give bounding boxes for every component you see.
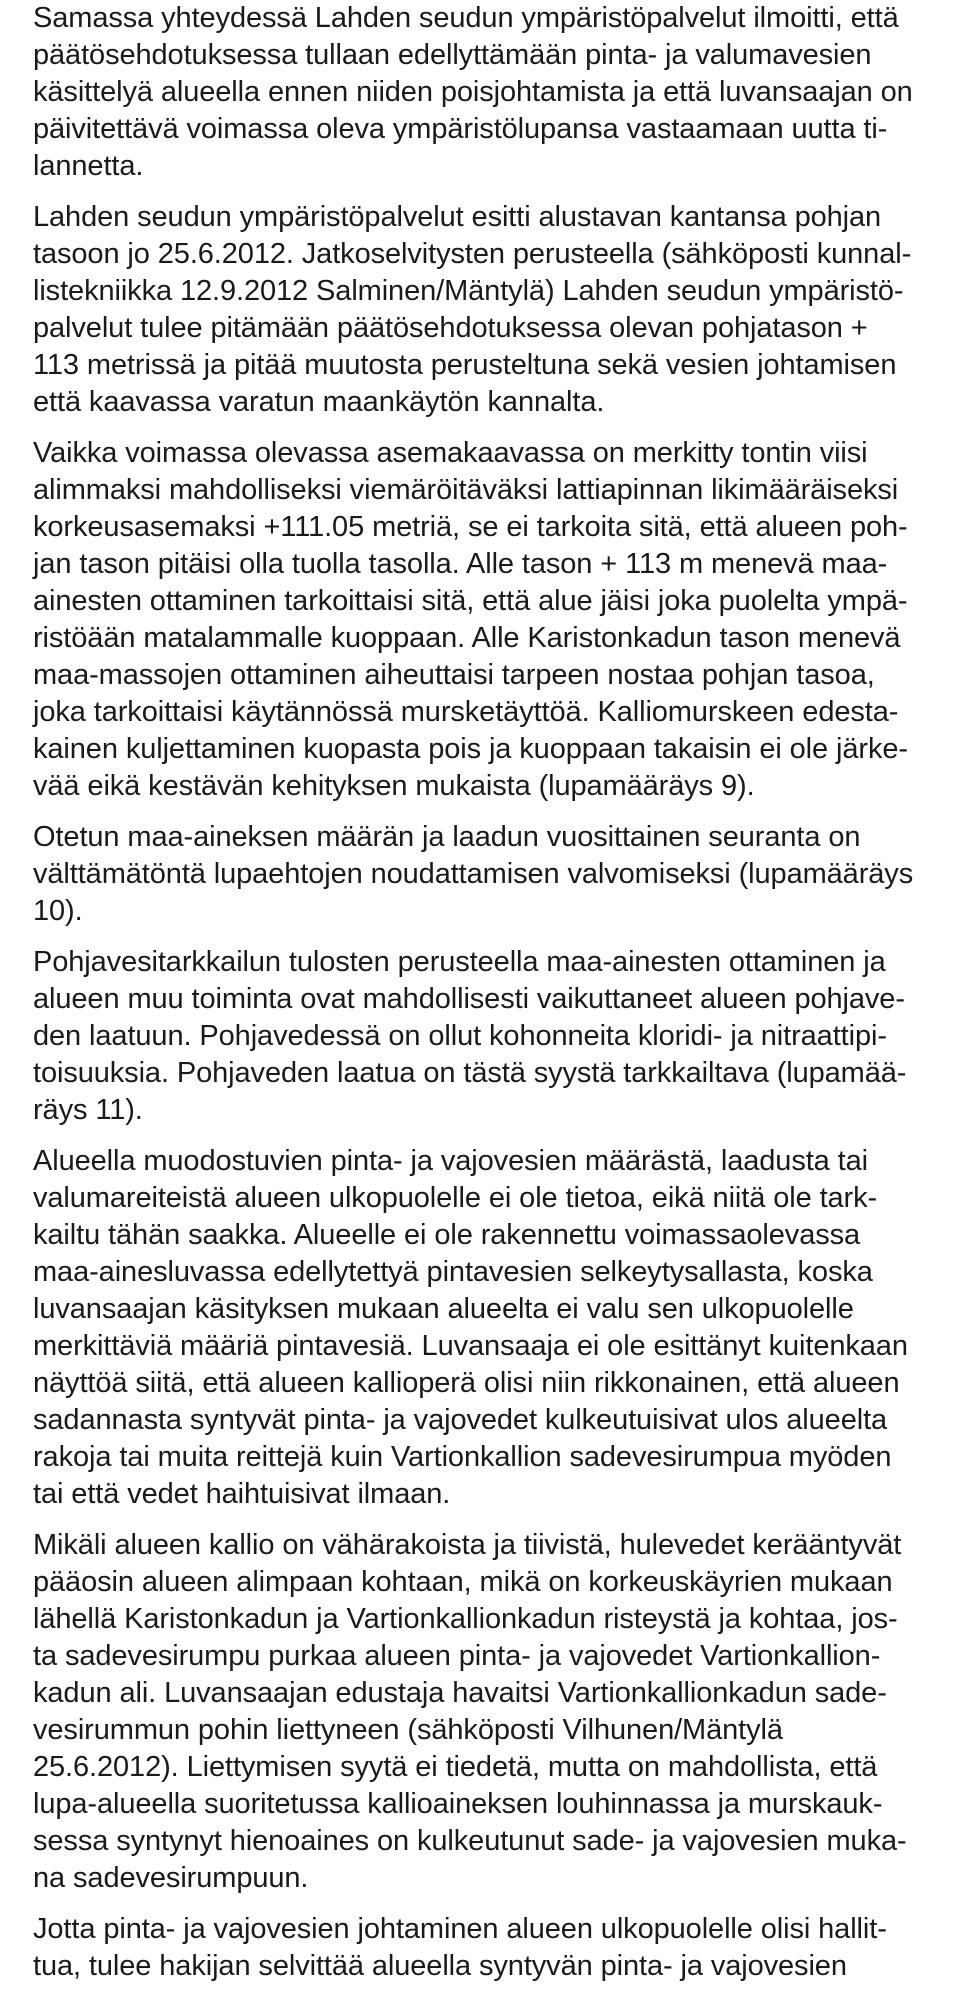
text-line: lähellä Karistonkadun ja Vartionkallionkadun risteystä ja kohtaa, jos-: [33, 1603, 898, 1635]
text-line: Otetun maa-aineksen määrän ja laadun vuosittainen seuranta on: [33, 821, 861, 853]
text-line: näyttöä siitä, että alueen kallioperä olisi niin rikkonainen, että alueen: [33, 1367, 900, 1399]
text-line: listekniikka 12.9.2012 Salminen/Mäntylä) Lahden seudun ympäristö-: [33, 275, 904, 307]
text-line: 10).: [33, 895, 83, 927]
text-line: rakoja tai muita reittejä kuin Vartionkallion sadevesirumpua myöden: [33, 1441, 892, 1473]
text-line: lannetta.: [33, 150, 144, 182]
text-line: merkittäviä määriä pintavesiä. Luvansaaja ei ole esittänyt kuitenkaan: [33, 1330, 908, 1362]
text-line: kailtu tähän saakka. Alueelle ei ole rakennettu voimassaolevassa: [33, 1219, 861, 1251]
text-line: korkeusasemaksi +111.05 metriä, se ei tarkoita sitä, että alueen poh-: [33, 511, 908, 543]
text-line: päivitettävä voimassa oleva ympäristölupansa vastaamaan uutta ti-: [33, 113, 888, 145]
text-line: Alueella muodostuvien pinta- ja vajovesien määrästä, laadusta tai: [33, 1145, 868, 1177]
paragraph-5: [33, 944, 933, 1129]
text-line: kainen kuljettaminen kuopasta pois ja kuoppaan takaisin ei ole järke-: [33, 733, 908, 765]
text-line: tua, tulee hakijan selvittää alueella syntyvän pinta- ja vajovesien: [33, 1950, 847, 1982]
text-line: ainesten ottaminen tarkoittaisi sitä, että alue jäisi joka puolelta ympä-: [33, 585, 908, 617]
text-line: lupa-alueella suoritetussa kallioaineksen louhinnassa ja murskauk-: [33, 1788, 883, 1820]
text-line: Mikäli alueen kallio on vähärakoista ja tiivistä, hulevedet kerääntyvät: [33, 1529, 902, 1561]
text-line: tasoon jo 25.6.2012. Jatkoselvitysten perusteella (sähköposti kunnal-: [33, 238, 912, 270]
text-line: alimmaksi mahdolliseksi viemäröitäväksi lattiapinnan likimääräiseksi: [33, 474, 899, 506]
text-line: na sadevesirumpuun.: [33, 1862, 309, 1894]
text-line: välttämätöntä lupaehtojen noudattamisen valvomiseksi (lupamääräys: [33, 858, 914, 890]
paragraph-8: [33, 1911, 933, 1985]
text-line: vää eikä kestävän kehityksen mukaista (lupamääräys 9).: [33, 770, 755, 802]
text-line: sadannasta syntyvät pinta- ja vajovedet kulkeutuisivat ulos alueelta: [33, 1404, 888, 1436]
text-line: Lahden seudun ympäristöpalvelut esitti alustavan kantansa pohjan: [33, 201, 882, 233]
document-body: [33, 0, 933, 1985]
paragraph-7: [33, 1527, 933, 1897]
text-line: luvansaajan käsityksen mukaan alueelta ei valu sen ulkopuolelle: [33, 1293, 854, 1325]
text-line: 113 metrissä ja pitää muutosta perusteltuna sekä vesien johtamisen: [33, 349, 897, 381]
text-line: Samassa yhteydessä Lahden seudun ympäristöpalvelut ilmoitti, että: [33, 2, 899, 34]
text-line: den laatuun. Pohjavedessä on ollut kohonneita kloridi- ja nitraattipi-: [33, 1020, 887, 1052]
text-line: sessa syntynyt hienoaines on kulkeutunut sade- ja vajovesien muka-: [33, 1825, 907, 1857]
text-line: palvelut tulee pitämään päätösehdotuksessa olevan pohjatason +: [33, 312, 868, 344]
paragraph-4: [33, 819, 933, 930]
text-line: pääosin alueen alimpaan kohtaan, mikä on korkeuskäyrien mukaan: [33, 1566, 893, 1598]
paragraph-1: [33, 0, 933, 185]
text-line: Jotta pinta- ja vajovesien johtaminen alueen ulkopuolelle olisi hallit-: [33, 1913, 887, 1945]
text-line: toisuuksia. Pohjaveden laatua on tästä syystä tarkkailtava (lupamää-: [33, 1057, 907, 1089]
text-line: tai että vedet haihtuisivat ilmaan.: [33, 1478, 451, 1510]
text-line: ta sadevesirumpu purkaa alueen pinta- ja vajovedet Vartionkallion-: [33, 1640, 881, 1672]
text-line: alueen muu toiminta ovat mahdollisesti vaikuttaneet alueen pohjave-: [33, 983, 905, 1015]
text-line: 25.6.2012). Liettymisen syytä ei tiedetä, mutta on mahdollista, että: [33, 1751, 878, 1783]
text-line: räys 11).: [33, 1094, 143, 1126]
text-line: jan tason pitäisi olla tuolla tasolla. Alle tason + 113 m menevä maa-: [33, 548, 888, 580]
text-line: päätösehdotuksessa tullaan edellyttämään pinta- ja valumavesien: [33, 39, 872, 71]
text-line: maa-massojen ottaminen aiheuttaisi tarpeen nostaa pohjan tasoa,: [33, 659, 875, 691]
text-line: Vaikka voimassa olevassa asemakaavassa on merkitty tontin viisi: [33, 437, 868, 469]
text-line: vesirummun pohin liettyneen (sähköposti Vilhunen/Mäntylä: [33, 1714, 783, 1746]
text-line: joka tarkoittaisi käytännössä mursketäyttöä. Kalliomurskeen edesta-: [33, 696, 899, 728]
text-line: maa-ainesluvassa edellytettyä pintavesien selkeytysallasta, koska: [33, 1256, 873, 1288]
paragraph-6: [33, 1143, 933, 1513]
text-line: kadun ali. Luvansaajan edustaja havaitsi Vartionkallionkadun sade-: [33, 1677, 887, 1709]
text-line: Pohjavesitarkkailun tulosten perusteella maa-ainesten ottaminen ja: [33, 946, 886, 978]
text-line: ristöään matalammalle kuoppaan. Alle Karistonkadun tason menevä: [33, 622, 901, 654]
paragraph-2: [33, 199, 933, 421]
text-line: että kaavassa varatun maankäytön kannalta.: [33, 386, 605, 418]
text-line: käsittelyä alueella ennen niiden poisjohtamista ja että luvansaajan on: [33, 76, 913, 108]
paragraph-3: [33, 435, 933, 805]
text-line: valumareiteistä alueen ulkopuolelle ei ole tietoa, eikä niitä ole tark-: [33, 1182, 878, 1214]
